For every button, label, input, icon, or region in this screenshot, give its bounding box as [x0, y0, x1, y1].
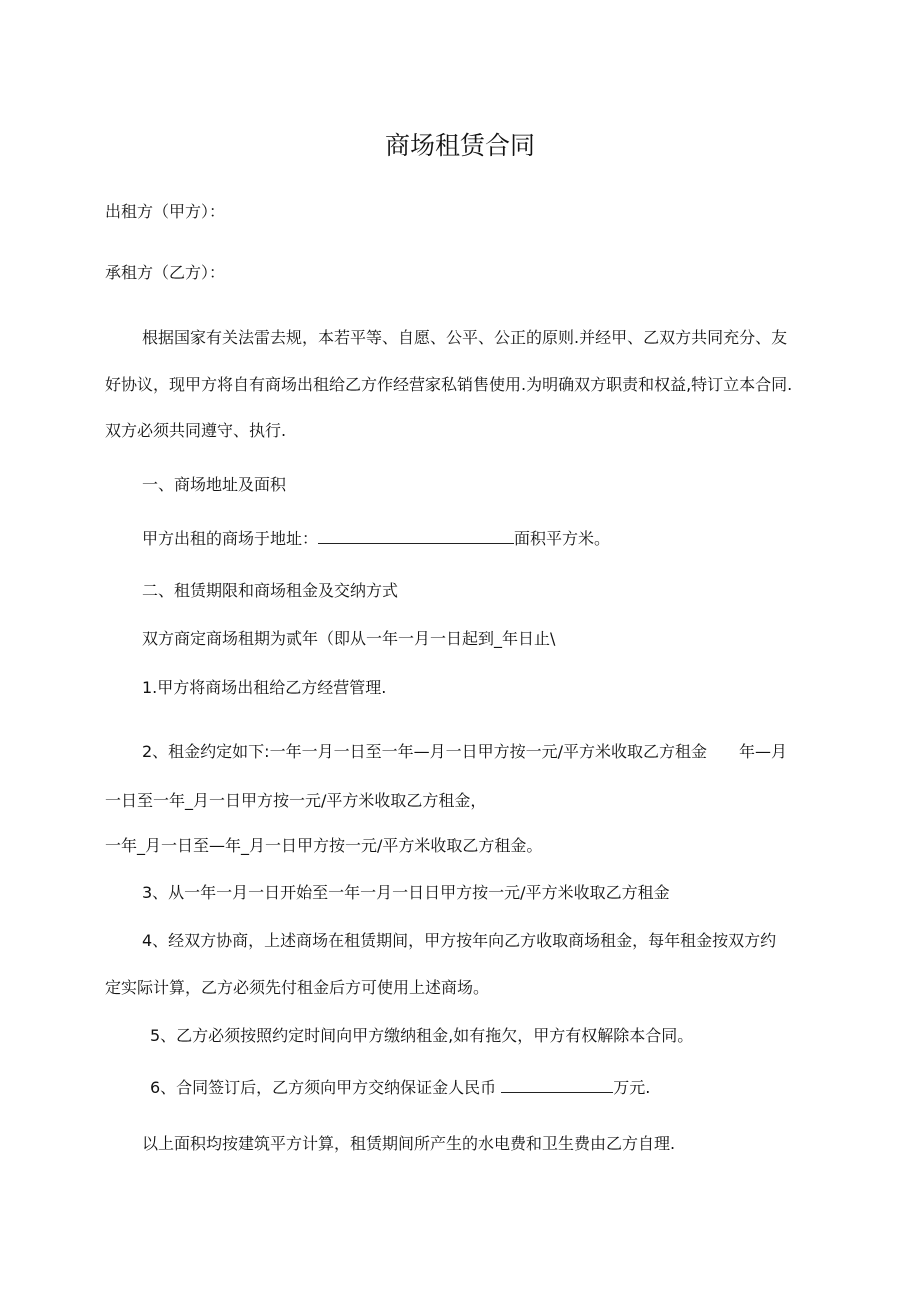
lessor-label: 出租方（甲方）：: [105, 202, 226, 221]
address-line: [142, 527, 610, 550]
preamble-line-1: 根据国家有关法雷去规，本若平等、自愿、公平、公正的原则.并经甲、乙双方共同充分、友: [142, 328, 788, 347]
clause-6-prefix: 6、合同签订后，乙方须向甲方交纳保证金人民币: [150, 1078, 497, 1097]
address-suffix: 面积平方米。: [514, 529, 611, 548]
clause-4-line-1: 4、经双方协商，上述商场在租赁期间，甲方按年向乙方收取商场租金，每年租金按双方约: [142, 931, 777, 950]
section2-heading: 二、租赁期限和商场租金及交纳方式: [142, 581, 399, 600]
address-prefix: 甲方出租的商场于地址：: [142, 529, 319, 548]
section1-heading: 一、商场地址及面积: [142, 475, 287, 494]
document-title: 商场租赁合同: [384, 131, 535, 160]
clause-6-suffix: 万元.: [613, 1078, 651, 1097]
clause-2-line-3: 一年_月一日至—年_月一日甲方按一元/平方米收取乙方租金。: [105, 836, 543, 855]
clause-2-line-2: 一日至一年_月一日甲方按一元/平方米收取乙方租金，: [105, 791, 487, 810]
deposit-blank: [501, 1076, 613, 1093]
clause-2-line-1: 2、租金约定如下:一年一月一日至一年—月一日甲方按一元/平方米收取乙方租金 年—月: [142, 742, 787, 761]
clause-3: 3、从一年一月一日开始至一年一月一日日甲方按一元/平方米收取乙方租金: [142, 883, 670, 902]
clause-4-line-2: 定实际计算，乙方必须先付租金后方可使用上述商场。: [105, 978, 490, 997]
lease-term: 双方商定商场租期为贰年（即从一年一月一日起到_年日止\: [142, 629, 556, 648]
clause-6: [150, 1076, 650, 1099]
clause-5: 5、乙方必须按照约定时间向甲方缴纳租金,如有拖欠，甲方有权解除本合同。: [150, 1026, 694, 1045]
preamble-line-3: 双方必须共同遵守、执行.: [105, 421, 287, 440]
preamble-line-2: 好协议，现甲方将自有商场出租给乙方作经营家私销售使用.为明确双方职责和权益,特订立本合同.: [105, 375, 793, 394]
lessee-label: 承租方（乙方）：: [105, 263, 226, 282]
clause-1: 1.甲方将商场出租给乙方经营管理.: [142, 678, 387, 697]
address-blank: [318, 527, 514, 544]
closing-note: 以上面积均按建筑平方计算，租赁期间所产生的水电费和卫生费由乙方自理.: [142, 1134, 676, 1153]
